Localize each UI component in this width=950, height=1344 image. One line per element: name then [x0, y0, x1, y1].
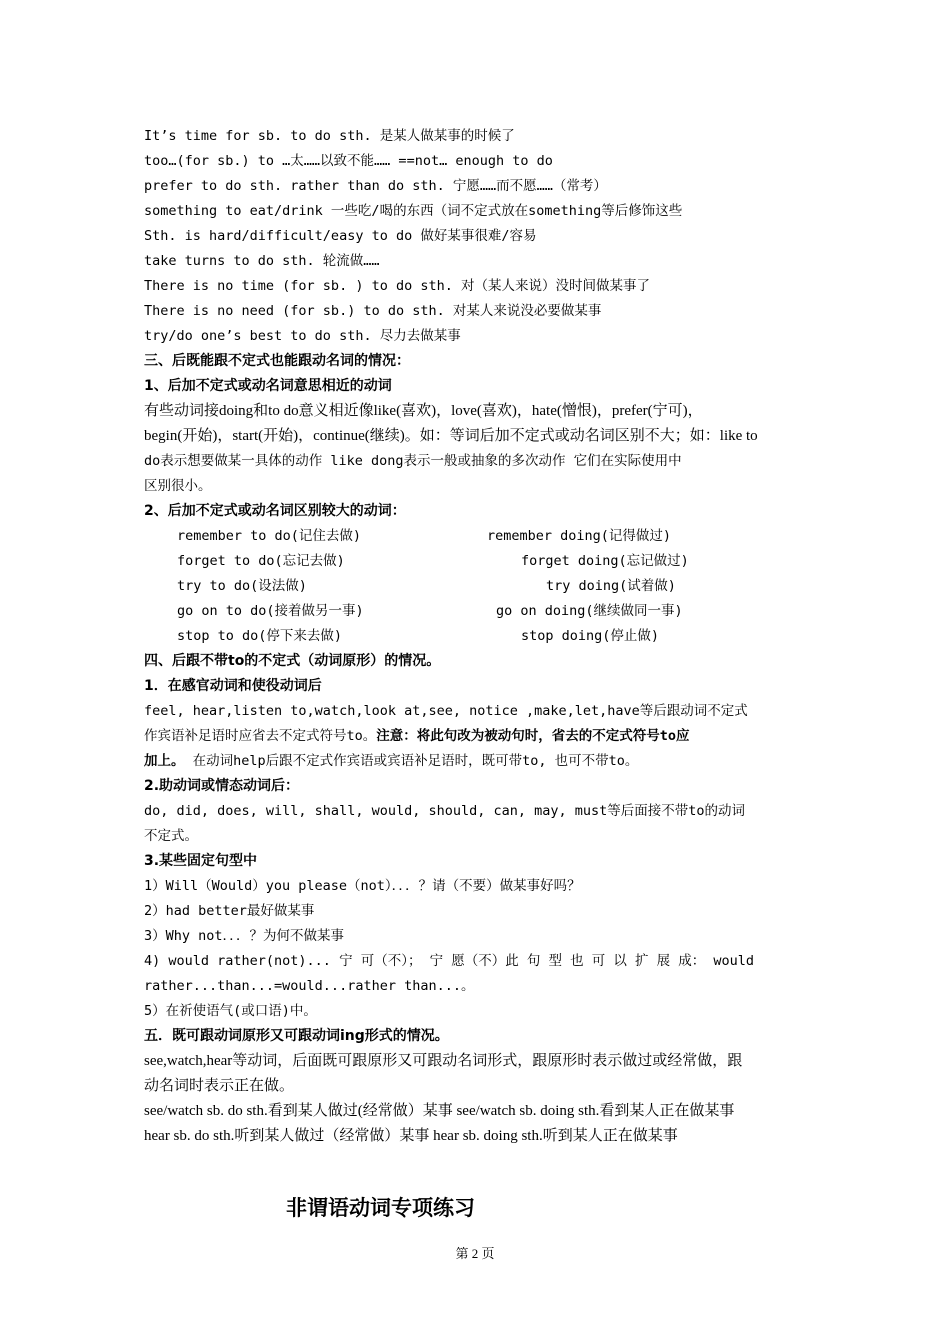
phrase-line: Sth. is hard/difficult/easy to do 做好某事很难/容易 — [144, 228, 537, 244]
pattern-item: 2）had better最好做某事 — [144, 903, 315, 919]
pair-left: forget to do(忘记去做) — [177, 553, 345, 569]
section3-para: 区别很小。 — [144, 478, 212, 494]
section4-heading: 四、后跟不带to的不定式（动词原形）的情况。 — [144, 653, 441, 669]
pair-left: go on to do(接着做另一事) — [177, 603, 364, 619]
section3-para: 有些动词接doing和to do意义相近像like(喜欢)，love(喜欢)，hate(憎恨)，prefer(宁可)， — [144, 403, 703, 419]
pattern-item: 5）在祈使语气(或口语)中。 — [144, 1003, 317, 1019]
exercise-title: 非谓语动词专项练习 — [286, 1196, 475, 1220]
pattern-item: 4) would rather(not)... 宁 可（不）； 宁 愿（不）此 句 型 也 可 以 扩 展 成： would — [144, 953, 754, 969]
section4-para2: 不定式。 — [144, 828, 198, 844]
section4-para — [144, 724, 810, 749]
phrase-line: prefer to do sth. rather than do sth. 宁愿……而不愿……（常考） — [144, 178, 607, 194]
pair-left: stop to do(停下来去做) — [177, 628, 343, 644]
phrase-line: try/do one’s best to do sth. 尽力去做某事 — [144, 328, 461, 344]
pair-right: try doing(试着做) — [546, 578, 676, 594]
phrase-line: too…(for sb.) to …太……以致不能…… ==not… enough to do — [144, 153, 553, 169]
phrase-line: take turns to do sth. 轮流做…… — [144, 253, 380, 269]
section3-sub2: 2、后加不定式或动名词区别较大的动词： — [144, 503, 406, 519]
pair-right: remember doing(记得做过) — [487, 528, 672, 544]
section4-sub1: 1．在感官动词和使役动词后 — [144, 678, 322, 694]
phrase-line: something to eat/drink 一些吃/喝的东西（词不定式放在something等后修饰这些 — [144, 203, 683, 219]
phrase-line: There is no need (for sb.) to do sth. 对某人来说没必要做某事 — [144, 303, 602, 319]
section4-para-text: 作宾语补足语时应省去不定式符号to。 — [144, 728, 377, 744]
section5-example: hear sb. do sth.听到某人做过（经常做）某事 hear sb. doing sth.听到某人正在做某事 — [144, 1128, 678, 1144]
section3-sub1: 1、后加不定式或动名词意思相近的动词 — [144, 378, 392, 394]
section4-para: feel, hear,listen to,watch,look at,see, notice ,make,let,have等后跟动词不定式 — [144, 703, 748, 719]
pattern-item: 3）Why not．．．？为何不做某事 — [144, 928, 345, 944]
pair-left: try to do(设法做) — [177, 578, 307, 594]
section5-para: 动名词时表示正在做。 — [144, 1078, 295, 1094]
section3-heading: 三、后既能跟不定式也能跟动名词的情况： — [144, 353, 410, 369]
section4-sub3: 3.某些固定句型中 — [144, 853, 258, 869]
pair-right: go on doing(继续做同一事) — [496, 603, 683, 619]
section3-para: begin(开始)，start(开始)，continue(继续)。如：等词后加不定式或动名词区别不大；如：like to — [144, 428, 758, 444]
section4-note: 注意：将此句改为被动句时，省去的不定式符号to应 — [376, 728, 690, 744]
section5-example: see/watch sb. do sth.看到某人做过(经常做）某事 see/watch sb. doing sth.看到某人正在做某事 — [144, 1103, 735, 1119]
pair-right: stop doing(停止做) — [521, 628, 660, 644]
pattern-item: rather...than...=would...rather than...。 — [144, 978, 475, 994]
section4-sub2: 2.助动词或情态动词后： — [144, 778, 300, 794]
section4-para — [144, 749, 810, 774]
pattern-item: 1）Will（Would）you please（not）．．．？请（不要）做某事好吗？ — [144, 878, 581, 894]
section5-heading: 五．既可跟动词原形又可跟动词ing形式的情况。 — [144, 1028, 449, 1044]
phrase-line: It’s time for sb. to do sth. 是某人做某事的时候了 — [144, 128, 515, 144]
section4-note-end: 加上。 — [144, 753, 185, 769]
section5-para: see,watch,hear等动词，后面既可跟原形又可跟动名词形式，跟原形时表示做过或经常做，跟 — [144, 1053, 743, 1069]
pair-left: remember to do(记住去做) — [177, 528, 362, 544]
section3-para: do表示想要做某一具体的动作 like dong表示一般或抽象的多次动作 它们在实际使用中 — [144, 453, 682, 469]
page-number: 第 2 页 — [455, 1246, 495, 1261]
phrase-line: There is no time (for sb. ) to do sth. 对（某人来说）没时间做某事了 — [144, 278, 650, 294]
section4-para-text: 在动词help后跟不定式作宾语或宾语补足语时，既可带to, 也可不带to。 — [184, 753, 639, 769]
section4-para2: do, did, does, will, shall, would, should, can, may, must等后面接不带to的动词 — [144, 803, 746, 819]
pair-right: forget doing(忘记做过) — [521, 553, 689, 569]
